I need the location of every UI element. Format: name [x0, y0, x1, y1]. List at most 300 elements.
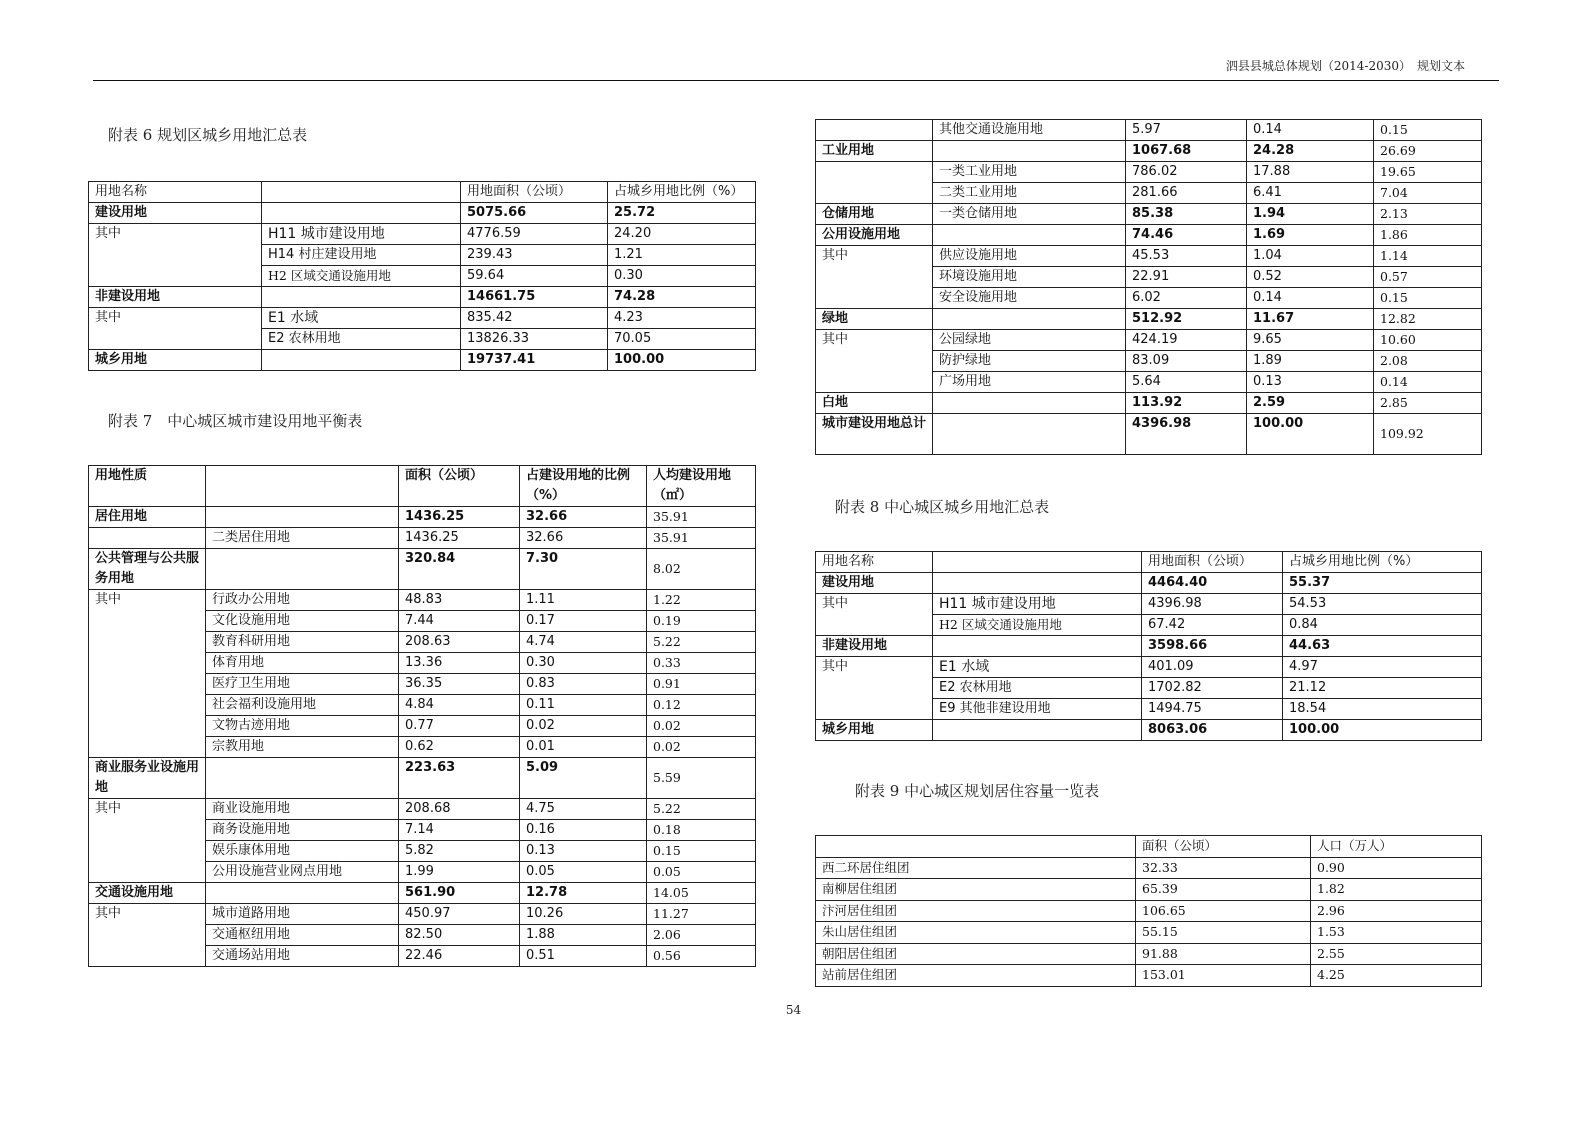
table-cell: 835.42: [461, 308, 608, 329]
table-row: [816, 414, 1482, 455]
table-cell: 2.13: [1374, 204, 1482, 225]
table-cell: H14 村庄建设用地: [262, 245, 461, 266]
header-rule: [93, 80, 1499, 81]
table-cell: 55.37: [1283, 573, 1482, 594]
table-cell: 站前居住组团: [816, 965, 1136, 987]
table-cell: [933, 309, 1126, 330]
table-cell: [933, 225, 1126, 246]
table-cell: 24.28: [1247, 141, 1374, 162]
table-cell: 5075.66: [461, 203, 608, 224]
table-cell: 汴河居住组团: [816, 900, 1136, 922]
table-cell: 70.05: [608, 329, 756, 350]
table-cell: 交通枢纽用地: [206, 925, 399, 946]
table-cell: 223.63: [399, 758, 520, 799]
table-cell: 0.56: [647, 946, 756, 967]
table-cell: [206, 466, 399, 507]
table-cell: 19737.41: [461, 350, 608, 371]
table-cell: 18.54: [1283, 699, 1482, 720]
table-cell: 4396.98: [1142, 594, 1283, 615]
table-cell: 环境设施用地: [933, 267, 1126, 288]
table-cell: [262, 203, 461, 224]
table-cell: 公用设施用地: [816, 225, 933, 246]
table-cell: 5.22: [647, 632, 756, 653]
table-cell: E2 农林用地: [933, 678, 1142, 699]
table-row: [816, 879, 1482, 901]
table-cell: 13.36: [399, 653, 520, 674]
table-cell: 公共管理与公共服务用地: [89, 549, 206, 590]
table-row: [89, 904, 756, 925]
table-cell: 10.26: [520, 904, 647, 925]
table-cell: 7.14: [399, 820, 520, 841]
table-cell: 0.90: [1311, 857, 1482, 879]
table-cell: 医疗卫生用地: [206, 674, 399, 695]
table-row: [816, 657, 1482, 678]
table-cell: 424.19: [1126, 330, 1247, 351]
table-cell: 59.64: [461, 266, 608, 287]
table-cell: 48.83: [399, 590, 520, 611]
table-row: [816, 141, 1482, 162]
table-cell: 人口（万人）: [1311, 836, 1482, 858]
table-cell: 2.96: [1311, 900, 1482, 922]
table-cell: [816, 120, 933, 141]
table-cell: 0.02: [520, 716, 647, 737]
table-cell: 0.33: [647, 653, 756, 674]
table-cell: 1.88: [520, 925, 647, 946]
table-cell: 占城乡用地比例（%）: [1283, 552, 1482, 573]
table-cell: 0.15: [1374, 288, 1482, 309]
table-cell: [933, 636, 1142, 657]
table-cell: 21.12: [1283, 678, 1482, 699]
table-cell: 0.13: [520, 841, 647, 862]
table-cell: 5.64: [1126, 372, 1247, 393]
table-cell: 1702.82: [1142, 678, 1283, 699]
table-cell: 0.02: [647, 716, 756, 737]
table-cell: 320.84: [399, 549, 520, 590]
table-cell: 54.53: [1283, 594, 1482, 615]
table-cell: 二类工业用地: [933, 183, 1126, 204]
table-row: [816, 594, 1482, 615]
table-cell: 非建设用地: [89, 287, 262, 308]
table-row: [89, 799, 756, 820]
table-row: [816, 330, 1482, 351]
table-cell: 100.00: [1247, 414, 1374, 455]
table-cell: 239.43: [461, 245, 608, 266]
table-cell: 西二环居住组团: [816, 857, 1136, 879]
table-row: [816, 309, 1482, 330]
table-cell: 25.72: [608, 203, 756, 224]
table-cell: 文物古迹用地: [206, 716, 399, 737]
table-cell: 二类居住用地: [206, 528, 399, 549]
table-cell: 2.06: [647, 925, 756, 946]
table-cell: 561.90: [399, 883, 520, 904]
table-cell: 0.30: [520, 653, 647, 674]
table-cell: 11.67: [1247, 309, 1374, 330]
table-cell: 1.94: [1247, 204, 1374, 225]
table-cell: 14661.75: [461, 287, 608, 308]
table-cell: E1 水域: [933, 657, 1142, 678]
table-cell: 0.15: [1374, 120, 1482, 141]
table-cell: 74.28: [608, 287, 756, 308]
table-cell: [262, 287, 461, 308]
table-cell: H11 城市建设用地: [262, 224, 461, 245]
table-cell: 0.02: [647, 737, 756, 758]
table-cell: 13826.33: [461, 329, 608, 350]
table-cell: 占建设用地的比例（%）: [520, 466, 647, 507]
table-row: [816, 573, 1482, 594]
table7-continued: [815, 119, 1482, 455]
table-cell: 4.97: [1283, 657, 1482, 678]
table-cell: 其中: [816, 246, 933, 309]
table-row: [89, 507, 756, 528]
table-cell: 4396.98: [1126, 414, 1247, 455]
table-cell: 19.65: [1374, 162, 1482, 183]
table-cell: 0.77: [399, 716, 520, 737]
table-cell: 娱乐康体用地: [206, 841, 399, 862]
table-cell: 12.78: [520, 883, 647, 904]
table-cell: 社会福利设施用地: [206, 695, 399, 716]
table-cell: 0.17: [520, 611, 647, 632]
table-cell: 83.09: [1126, 351, 1247, 372]
table-cell: 0.19: [647, 611, 756, 632]
table-cell: 106.65: [1136, 900, 1311, 922]
table-cell: 广场用地: [933, 372, 1126, 393]
table-cell: 其中: [89, 308, 262, 350]
table-cell: 1.22: [647, 590, 756, 611]
table-cell: 4776.59: [461, 224, 608, 245]
table-cell: 32.66: [520, 507, 647, 528]
table-cell: 5.82: [399, 841, 520, 862]
table-cell: 44.63: [1283, 636, 1482, 657]
table-cell: 17.88: [1247, 162, 1374, 183]
table-cell: 公用设施营业网点用地: [206, 862, 399, 883]
table8: [815, 551, 1482, 741]
table-cell: 2.08: [1374, 351, 1482, 372]
table-cell: 一类仓储用地: [933, 204, 1126, 225]
table-cell: 其中: [89, 590, 206, 758]
table-cell: 1436.25: [399, 507, 520, 528]
table-cell: 用地名称: [816, 552, 933, 573]
table-row: [89, 549, 756, 590]
table-cell: 商务设施用地: [206, 820, 399, 841]
table-cell: 其中: [89, 799, 206, 883]
table-cell: 教育科研用地: [206, 632, 399, 653]
table-cell: 0.12: [647, 695, 756, 716]
table-row: [816, 636, 1482, 657]
table-cell: 其中: [816, 330, 933, 393]
table-row: [816, 900, 1482, 922]
page-number: 54: [785, 1003, 802, 1017]
table-cell: 0.05: [647, 862, 756, 883]
table-cell: 人均建设用地（㎡）: [647, 466, 756, 507]
table-cell: [262, 182, 461, 203]
table-cell: 35.91: [647, 507, 756, 528]
table-cell: 商业设施用地: [206, 799, 399, 820]
table-cell: 12.82: [1374, 309, 1482, 330]
table-cell: 1.21: [608, 245, 756, 266]
table6-caption: 附表 6 规划区城乡用地汇总表: [108, 126, 308, 144]
table-row: [89, 528, 756, 549]
table9-caption: 附表 9 中心城区规划居住容量一览表: [855, 782, 1100, 800]
table-cell: 2.85: [1374, 393, 1482, 414]
table-cell: 供应设施用地: [933, 246, 1126, 267]
table-row: [816, 922, 1482, 944]
document-header: 泗县县城总体规划（2014-2030） 规划文本: [1225, 59, 1465, 73]
table-row: [89, 203, 756, 224]
table-row: [816, 836, 1482, 858]
table-row: [89, 308, 756, 329]
table-cell: 0.83: [520, 674, 647, 695]
table-row: [816, 225, 1482, 246]
table-cell: H2 区域交通设施用地: [933, 615, 1142, 636]
table-row: [816, 965, 1482, 987]
table-cell: 0.11: [520, 695, 647, 716]
table-cell: [933, 720, 1142, 741]
table-cell: 7.04: [1374, 183, 1482, 204]
table-cell: 74.46: [1126, 225, 1247, 246]
table-cell: 1494.75: [1142, 699, 1283, 720]
table-cell: 占城乡用地比例（%）: [608, 182, 756, 203]
table-cell: 4.25: [1311, 965, 1482, 987]
table-cell: 交通场站用地: [206, 946, 399, 967]
table-cell: 1.14: [1374, 246, 1482, 267]
table7-caption: 附表 7 中心城区城市建设用地平衡表: [108, 412, 363, 430]
table-cell: 82.50: [399, 925, 520, 946]
table-cell: E9 其他非建设用地: [933, 699, 1142, 720]
table-row: [816, 720, 1482, 741]
table-cell: E2 农林用地: [262, 329, 461, 350]
table-cell: 32.66: [520, 528, 647, 549]
table-row: [816, 857, 1482, 879]
table-cell: 45.53: [1126, 246, 1247, 267]
table-cell: 91.88: [1136, 943, 1311, 965]
table-cell: 24.20: [608, 224, 756, 245]
table-cell: 4464.40: [1142, 573, 1283, 594]
table-cell: 1.04: [1247, 246, 1374, 267]
table-cell: 0.14: [1247, 120, 1374, 141]
table-cell: 5.97: [1126, 120, 1247, 141]
table-cell: 153.01: [1136, 965, 1311, 987]
table-cell: [816, 162, 933, 204]
table-cell: 10.60: [1374, 330, 1482, 351]
table-cell: 401.09: [1142, 657, 1283, 678]
table-cell: 城市建设用地总计: [816, 414, 933, 455]
table-cell: [206, 507, 399, 528]
table-cell: 交通设施用地: [89, 883, 206, 904]
table-cell: 5.09: [520, 758, 647, 799]
table-row: [89, 350, 756, 371]
table-cell: 1436.25: [399, 528, 520, 549]
table-cell: 其中: [816, 657, 933, 720]
table-cell: 786.02: [1126, 162, 1247, 183]
table-cell: 面积（公顷）: [399, 466, 520, 507]
table-cell: 0.30: [608, 266, 756, 287]
table-cell: 55.15: [1136, 922, 1311, 944]
table-cell: 100.00: [608, 350, 756, 371]
table-cell: 109.92: [1374, 414, 1482, 455]
table6: [88, 181, 756, 371]
table-cell: 文化设施用地: [206, 611, 399, 632]
table-cell: 8.02: [647, 549, 756, 590]
table-cell: 512.92: [1126, 309, 1247, 330]
table7: [88, 465, 756, 967]
table-cell: 5.59: [647, 758, 756, 799]
table-cell: 其中: [89, 904, 206, 967]
table-cell: 0.18: [647, 820, 756, 841]
table-cell: 4.74: [520, 632, 647, 653]
table-cell: H2 区域交通设施用地: [262, 266, 461, 287]
table-cell: 6.02: [1126, 288, 1247, 309]
table-cell: 用地性质: [89, 466, 206, 507]
table-cell: 7.30: [520, 549, 647, 590]
table-cell: 工业用地: [816, 141, 933, 162]
table-cell: 113.92: [1126, 393, 1247, 414]
table-cell: 1.99: [399, 862, 520, 883]
table-cell: [933, 414, 1126, 455]
table-cell: 行政办公用地: [206, 590, 399, 611]
table-cell: 南柳居住组团: [816, 879, 1136, 901]
table-row: [816, 552, 1482, 573]
table-row: [816, 162, 1482, 183]
table-cell: [816, 836, 1136, 858]
table-cell: 0.01: [520, 737, 647, 758]
table-cell: 用地面积（公顷）: [1142, 552, 1283, 573]
table-row: [816, 393, 1482, 414]
table-cell: [206, 883, 399, 904]
table8-caption: 附表 8 中心城区城乡用地汇总表: [835, 498, 1050, 516]
table-cell: 1.11: [520, 590, 647, 611]
table-cell: 体育用地: [206, 653, 399, 674]
table-cell: 35.91: [647, 528, 756, 549]
table-cell: 450.97: [399, 904, 520, 925]
table-cell: [89, 528, 206, 549]
table-cell: 防护绿地: [933, 351, 1126, 372]
table-cell: H11 城市建设用地: [933, 594, 1142, 615]
table-cell: 1.86: [1374, 225, 1482, 246]
table-cell: 85.38: [1126, 204, 1247, 225]
table-cell: 22.46: [399, 946, 520, 967]
table-cell: 用地名称: [89, 182, 262, 203]
table-cell: 1.82: [1311, 879, 1482, 901]
table-row: [816, 204, 1482, 225]
table-cell: 0.13: [1247, 372, 1374, 393]
table-row: [89, 883, 756, 904]
table-cell: 一类工业用地: [933, 162, 1126, 183]
table-cell: 0.15: [647, 841, 756, 862]
table-row: [89, 182, 756, 203]
table-cell: 建设用地: [89, 203, 262, 224]
table-cell: 1067.68: [1126, 141, 1247, 162]
table-cell: 22.91: [1126, 267, 1247, 288]
table-cell: 其中: [89, 224, 262, 287]
table-cell: 36.35: [399, 674, 520, 695]
table-cell: 0.05: [520, 862, 647, 883]
table-cell: 居住用地: [89, 507, 206, 528]
table-cell: 白地: [816, 393, 933, 414]
table-cell: 0.51: [520, 946, 647, 967]
table-cell: 208.68: [399, 799, 520, 820]
table-cell: 朱山居住组团: [816, 922, 1136, 944]
table-cell: [933, 141, 1126, 162]
table-row: [89, 224, 756, 245]
table-cell: 0.52: [1247, 267, 1374, 288]
table-cell: 65.39: [1136, 879, 1311, 901]
table-cell: 8063.06: [1142, 720, 1283, 741]
table-cell: [933, 393, 1126, 414]
table-cell: 67.42: [1142, 615, 1283, 636]
table-cell: 3598.66: [1142, 636, 1283, 657]
table-cell: 城乡用地: [816, 720, 933, 741]
table-cell: 7.44: [399, 611, 520, 632]
table-row: [89, 466, 756, 507]
table-cell: 4.23: [608, 308, 756, 329]
table-cell: 5.22: [647, 799, 756, 820]
table-cell: 0.57: [1374, 267, 1482, 288]
table-cell: 0.62: [399, 737, 520, 758]
table-cell: 其他交通设施用地: [933, 120, 1126, 141]
table-cell: 11.27: [647, 904, 756, 925]
table-cell: 其中: [816, 594, 933, 636]
table-cell: 281.66: [1126, 183, 1247, 204]
table-cell: 建设用地: [816, 573, 933, 594]
table-cell: 4.75: [520, 799, 647, 820]
table-cell: 1.69: [1247, 225, 1374, 246]
table-cell: 宗教用地: [206, 737, 399, 758]
table-cell: 公园绿地: [933, 330, 1126, 351]
table-cell: [206, 549, 399, 590]
table-cell: 面积（公顷）: [1136, 836, 1311, 858]
table-cell: 4.84: [399, 695, 520, 716]
table-cell: 9.65: [1247, 330, 1374, 351]
table-cell: [933, 552, 1142, 573]
table-row: [816, 120, 1482, 141]
table-cell: 用地面积（公顷）: [461, 182, 608, 203]
table-row: [816, 246, 1482, 267]
table-cell: 100.00: [1283, 720, 1482, 741]
table-cell: [262, 350, 461, 371]
table-cell: 0.14: [1247, 288, 1374, 309]
table-cell: 0.84: [1283, 615, 1482, 636]
table-cell: 26.69: [1374, 141, 1482, 162]
table-row: [816, 943, 1482, 965]
table-cell: [933, 573, 1142, 594]
table-cell: 城市道路用地: [206, 904, 399, 925]
table-cell: E1 水域: [262, 308, 461, 329]
table-cell: 朝阳居住组团: [816, 943, 1136, 965]
table-cell: 绿地: [816, 309, 933, 330]
table-cell: 208.63: [399, 632, 520, 653]
table-row: [89, 590, 756, 611]
table-cell: 14.05: [647, 883, 756, 904]
table-row: [89, 287, 756, 308]
table-cell: [206, 758, 399, 799]
table-cell: 0.16: [520, 820, 647, 841]
table-cell: 6.41: [1247, 183, 1374, 204]
table-cell: 0.91: [647, 674, 756, 695]
table9: [815, 835, 1482, 987]
table-cell: 1.89: [1247, 351, 1374, 372]
table-cell: 安全设施用地: [933, 288, 1126, 309]
table-cell: 非建设用地: [816, 636, 933, 657]
table-cell: 仓储用地: [816, 204, 933, 225]
table-cell: 2.59: [1247, 393, 1374, 414]
table-row: [89, 758, 756, 799]
table-cell: 城乡用地: [89, 350, 262, 371]
table-cell: 2.55: [1311, 943, 1482, 965]
table-cell: 1.53: [1311, 922, 1482, 944]
table-cell: 商业服务业设施用地: [89, 758, 206, 799]
table-cell: 32.33: [1136, 857, 1311, 879]
table-cell: 0.14: [1374, 372, 1482, 393]
